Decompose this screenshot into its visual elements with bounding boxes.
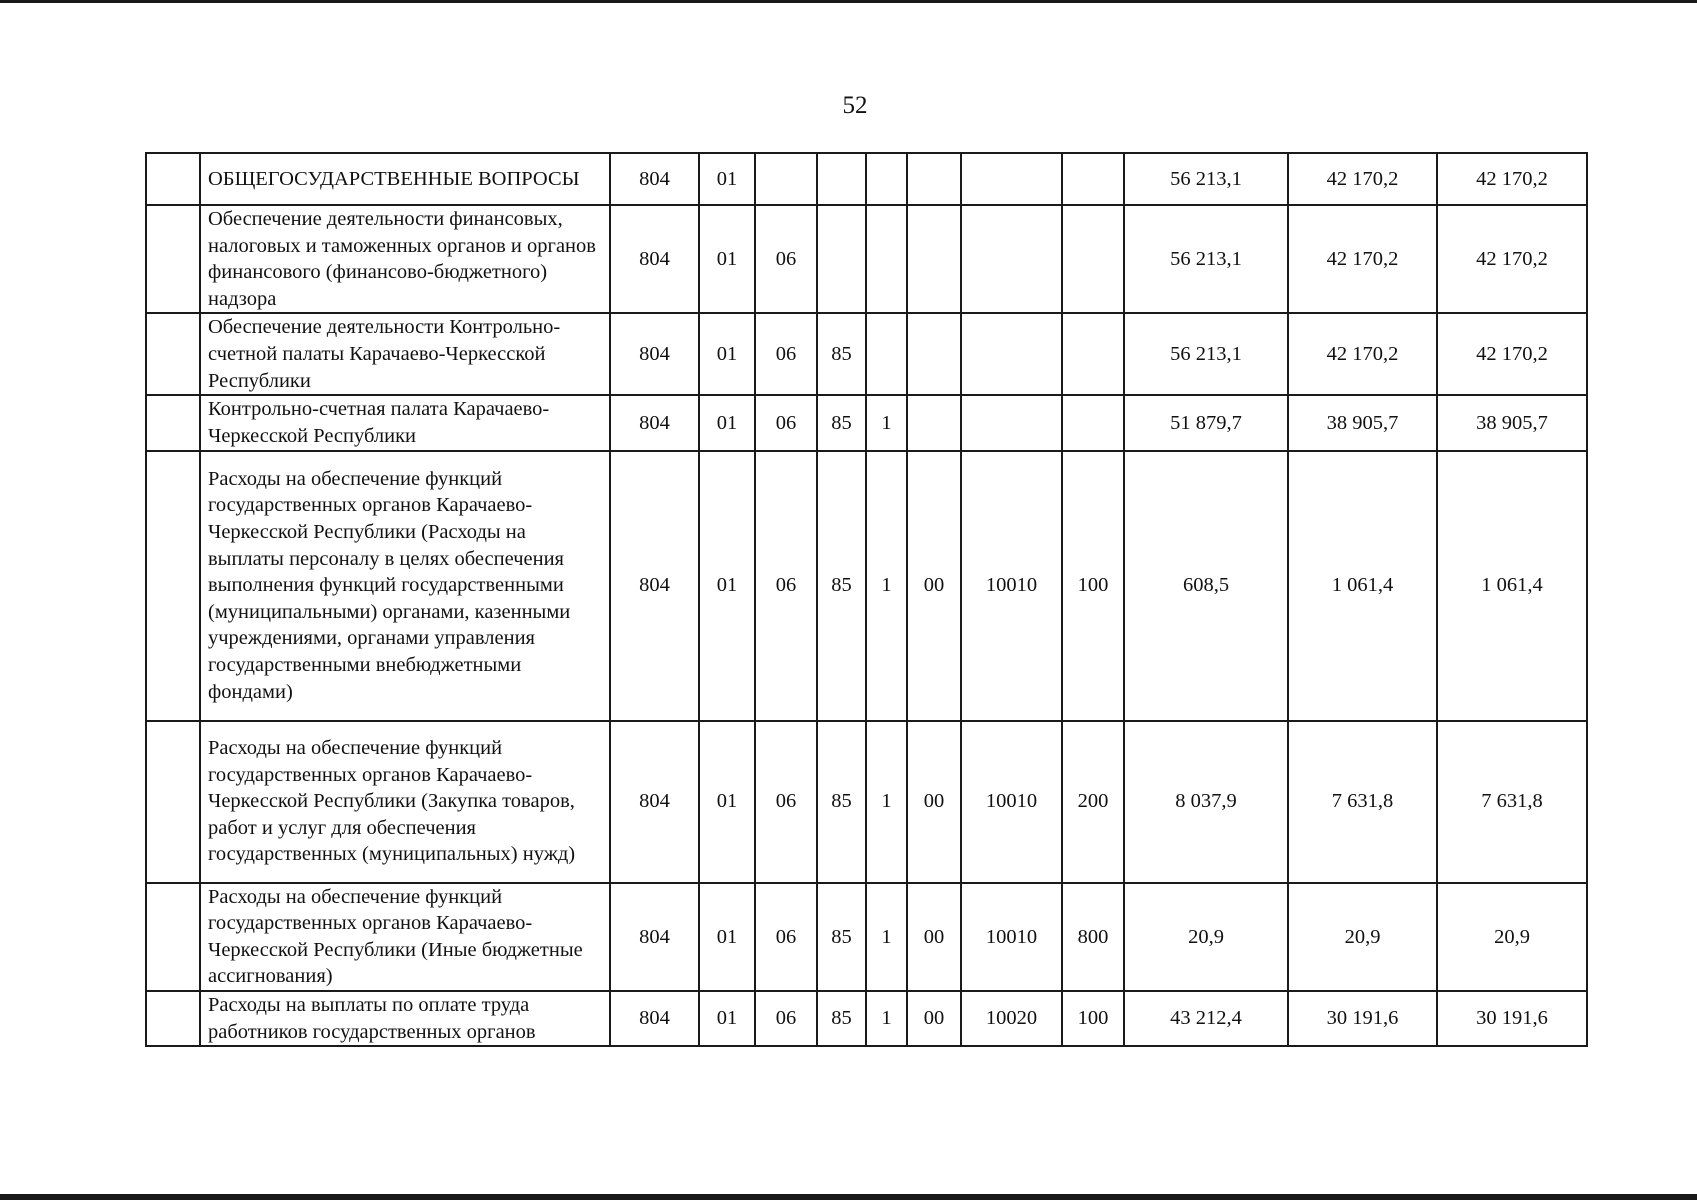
amount-2: 20,9 (1288, 883, 1437, 991)
subprogram-code: 1 (866, 451, 907, 721)
direction-code: 10010 (961, 451, 1062, 721)
activity-code (907, 205, 961, 313)
ministry-code: 804 (610, 395, 699, 450)
amount-1: 8 037,9 (1124, 721, 1288, 883)
row-name: Расходы на обеспечение функций государственных органов Карачаево-Черкесской Республики (Иные бюджетные ассигнования) (200, 883, 610, 991)
expense-type-code (1062, 313, 1124, 395)
section-code: 01 (699, 313, 755, 395)
amount-2: 42 170,2 (1288, 313, 1437, 395)
row-name: Обеспечение деятельности финансовых, налоговых и таможенных органов и органов финансового (финансово-бюджетного) надзора (200, 205, 610, 313)
ministry-code: 804 (610, 991, 699, 1046)
amount-2: 42 170,2 (1288, 205, 1437, 313)
amount-3: 20,9 (1437, 883, 1587, 991)
ministry-code: 804 (610, 451, 699, 721)
row-name: Контрольно-счетная палата Карачаево-Черкесской Республики (200, 395, 610, 450)
direction-code (961, 395, 1062, 450)
scan-edge-bottom (0, 1194, 1697, 1200)
expense-type-code: 100 (1062, 451, 1124, 721)
amount-3: 7 631,8 (1437, 721, 1587, 883)
expense-type-code (1062, 395, 1124, 450)
table-row (146, 883, 1587, 991)
amount-2: 7 631,8 (1288, 721, 1437, 883)
direction-code (961, 153, 1062, 205)
amount-1: 56 213,1 (1124, 313, 1288, 395)
activity-code: 00 (907, 883, 961, 991)
subprogram-code: 1 (866, 721, 907, 883)
page-number: 52 (842, 92, 868, 119)
budget-table (145, 152, 1588, 1047)
amount-1: 56 213,1 (1124, 205, 1288, 313)
direction-code (961, 313, 1062, 395)
ministry-code: 804 (610, 205, 699, 313)
amount-3: 38 905,7 (1437, 395, 1587, 450)
direction-code: 10010 (961, 883, 1062, 991)
blank-cell (146, 721, 200, 883)
table-body (146, 153, 1587, 1046)
table-row (146, 395, 1587, 450)
blank-cell (146, 395, 200, 450)
activity-code: 00 (907, 721, 961, 883)
amount-1: 608,5 (1124, 451, 1288, 721)
program-code: 85 (817, 721, 866, 883)
direction-code: 10010 (961, 721, 1062, 883)
blank-cell (146, 205, 200, 313)
blank-cell (146, 451, 200, 721)
subsection-code: 06 (755, 205, 817, 313)
program-code: 85 (817, 451, 866, 721)
section-code: 01 (699, 991, 755, 1046)
section-code: 01 (699, 451, 755, 721)
expense-type-code: 100 (1062, 991, 1124, 1046)
subsection-code: 06 (755, 313, 817, 395)
program-code: 85 (817, 883, 866, 991)
section-code: 01 (699, 883, 755, 991)
expense-type-code: 800 (1062, 883, 1124, 991)
row-name: Расходы на обеспечение функций государственных органов Карачаево-Черкесской Республики (Расходы на выплаты персоналу в целях обеспечения выполнения функций государственными (муниципальными) органами, казенными учреждениями, органами управления государственными внебюджетными фондами) (200, 451, 610, 721)
ministry-code: 804 (610, 721, 699, 883)
amount-3: 42 170,2 (1437, 313, 1587, 395)
amount-1: 43 212,4 (1124, 991, 1288, 1046)
program-code: 85 (817, 395, 866, 450)
table-row (146, 721, 1587, 883)
subsection-code: 06 (755, 451, 817, 721)
table-row (146, 991, 1587, 1046)
blank-cell (146, 883, 200, 991)
blank-cell (146, 313, 200, 395)
row-name: Обеспечение деятельности Контрольно-счетной палаты Карачаево-Черкесской Республики (200, 313, 610, 395)
direction-code (961, 205, 1062, 313)
ministry-code: 804 (610, 153, 699, 205)
table-row (146, 451, 1587, 721)
amount-3: 42 170,2 (1437, 205, 1587, 313)
direction-code: 10020 (961, 991, 1062, 1046)
activity-code: 00 (907, 991, 961, 1046)
subsection-code (755, 153, 817, 205)
table-row (146, 313, 1587, 395)
section-code: 01 (699, 153, 755, 205)
activity-code: 00 (907, 451, 961, 721)
program-code (817, 153, 866, 205)
activity-code (907, 153, 961, 205)
row-name: Расходы на обеспечение функций государственных органов Карачаево-Черкесской Республики (Закупка товаров, работ и услуг для обеспечения государственных (муниципальных) нужд) (200, 721, 610, 883)
amount-2: 30 191,6 (1288, 991, 1437, 1046)
program-code: 85 (817, 991, 866, 1046)
scan-edge-top (0, 0, 1697, 3)
program-code (817, 205, 866, 313)
amount-2: 42 170,2 (1288, 153, 1437, 205)
amount-2: 38 905,7 (1288, 395, 1437, 450)
subsection-code: 06 (755, 991, 817, 1046)
ministry-code: 804 (610, 883, 699, 991)
expense-type-code: 200 (1062, 721, 1124, 883)
subprogram-code: 1 (866, 883, 907, 991)
amount-3: 30 191,6 (1437, 991, 1587, 1046)
amount-3: 42 170,2 (1437, 153, 1587, 205)
subsection-code: 06 (755, 395, 817, 450)
amount-1: 56 213,1 (1124, 153, 1288, 205)
table-row (146, 205, 1587, 313)
amount-3: 1 061,4 (1437, 451, 1587, 721)
subprogram-code: 1 (866, 991, 907, 1046)
expense-type-code (1062, 205, 1124, 313)
row-name: ОБЩЕГОСУДАРСТВЕННЫЕ ВОПРОСЫ (200, 153, 610, 205)
subsection-code: 06 (755, 883, 817, 991)
subprogram-code (866, 313, 907, 395)
expense-type-code (1062, 153, 1124, 205)
row-name: Расходы на выплаты по оплате труда работников государственных органов (200, 991, 610, 1046)
table-row (146, 153, 1587, 205)
activity-code (907, 395, 961, 450)
blank-cell (146, 153, 200, 205)
subprogram-code (866, 205, 907, 313)
amount-1: 51 879,7 (1124, 395, 1288, 450)
blank-cell (146, 991, 200, 1046)
activity-code (907, 313, 961, 395)
section-code: 01 (699, 721, 755, 883)
program-code: 85 (817, 313, 866, 395)
section-code: 01 (699, 395, 755, 450)
section-code: 01 (699, 205, 755, 313)
subsection-code: 06 (755, 721, 817, 883)
amount-1: 20,9 (1124, 883, 1288, 991)
ministry-code: 804 (610, 313, 699, 395)
amount-2: 1 061,4 (1288, 451, 1437, 721)
subprogram-code (866, 153, 907, 205)
subprogram-code: 1 (866, 395, 907, 450)
